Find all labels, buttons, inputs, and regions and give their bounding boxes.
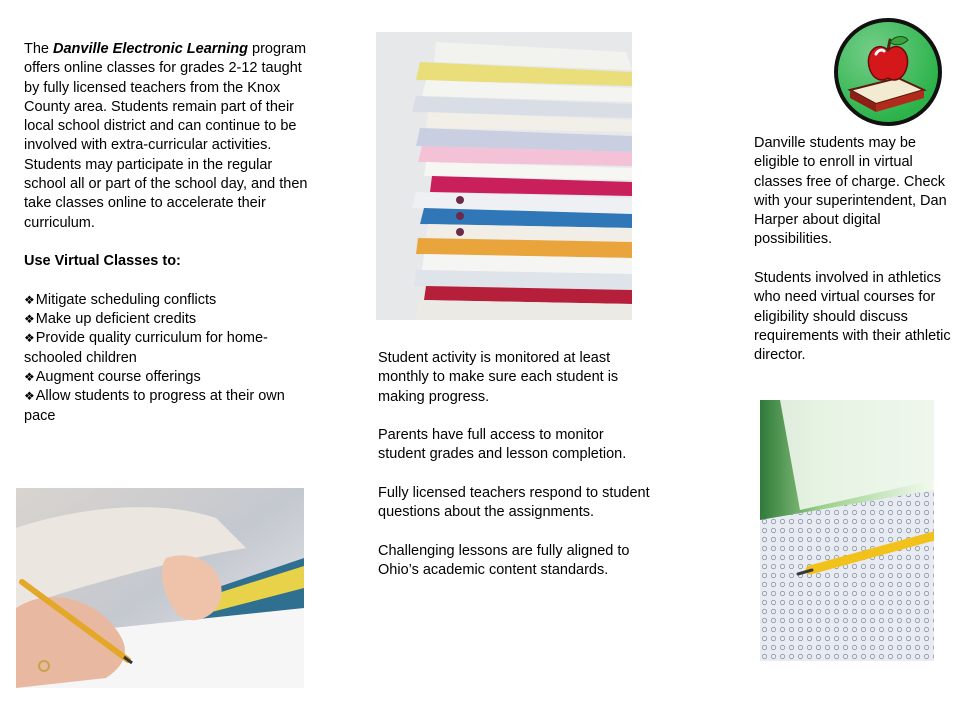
apple-book-icon xyxy=(832,16,944,128)
apple-book-logo xyxy=(832,16,944,128)
list-item: ❖Allow students to progress at their own pace xyxy=(24,388,285,424)
paper-stack-illustration xyxy=(376,32,632,320)
writing-hand-illustration xyxy=(16,488,304,688)
standards-paragraph: Challenging lessons are fully aligned to Ohio’s academic content standards. xyxy=(378,542,630,579)
program-intro: The Danville Electronic Learning program offers online classes for grades 2-12 taught by fully licensed teachers from the Knox County area. Students remain part of their local school district and can continue to be involved with extra-curricular activities. Students may participate in the regular school all or part of the school day, and then take classes online to accelerate their curriculum. xyxy=(24,41,308,231)
list-item: ❖Make up deficient credits xyxy=(24,311,197,328)
benefits-list xyxy=(24,291,308,426)
virtual-classes-heading: Use Virtual Classes to: xyxy=(24,253,181,270)
list-item: ❖Mitigate scheduling conflicts xyxy=(24,291,217,308)
right-column xyxy=(754,134,958,366)
middle-column xyxy=(378,349,650,581)
diamond-bullet-icon: ❖ xyxy=(24,389,35,404)
paper-stack-photo xyxy=(376,32,632,320)
diamond-bullet-icon: ❖ xyxy=(24,331,35,346)
list-item: ❖Augment course offerings xyxy=(24,369,201,386)
list-item: ❖Provide quality curriculum for home-schooled children xyxy=(24,330,268,366)
writing-hand-photo xyxy=(16,488,304,688)
parents-paragraph: Parents have full access to monitor student grades and lesson completion. xyxy=(378,427,627,463)
diamond-bullet-icon: ❖ xyxy=(24,370,35,385)
test-sheet-pencil-photo xyxy=(760,400,934,661)
teachers-paragraph: Fully licensed teachers respond to student questions about the assignments. xyxy=(378,485,650,521)
athletics-paragraph: Students involved in athletics who need virtual courses for eligibility should discuss requirements with their athletic director. xyxy=(754,270,951,364)
program-name: Danville Electronic Learning xyxy=(53,41,249,57)
test-sheet-illustration xyxy=(760,400,934,661)
left-column xyxy=(24,40,308,426)
diamond-bullet-icon: ❖ xyxy=(24,292,35,307)
eligibility-paragraph: Danville students may be eligible to enroll in virtual classes free of charge. Check with your superintendent, Dan Harper about digital possibilities. xyxy=(754,135,947,248)
monitoring-paragraph: Student activity is monitored at least monthly to make sure each student is making progress. xyxy=(378,350,619,405)
diamond-bullet-icon: ❖ xyxy=(24,312,35,327)
